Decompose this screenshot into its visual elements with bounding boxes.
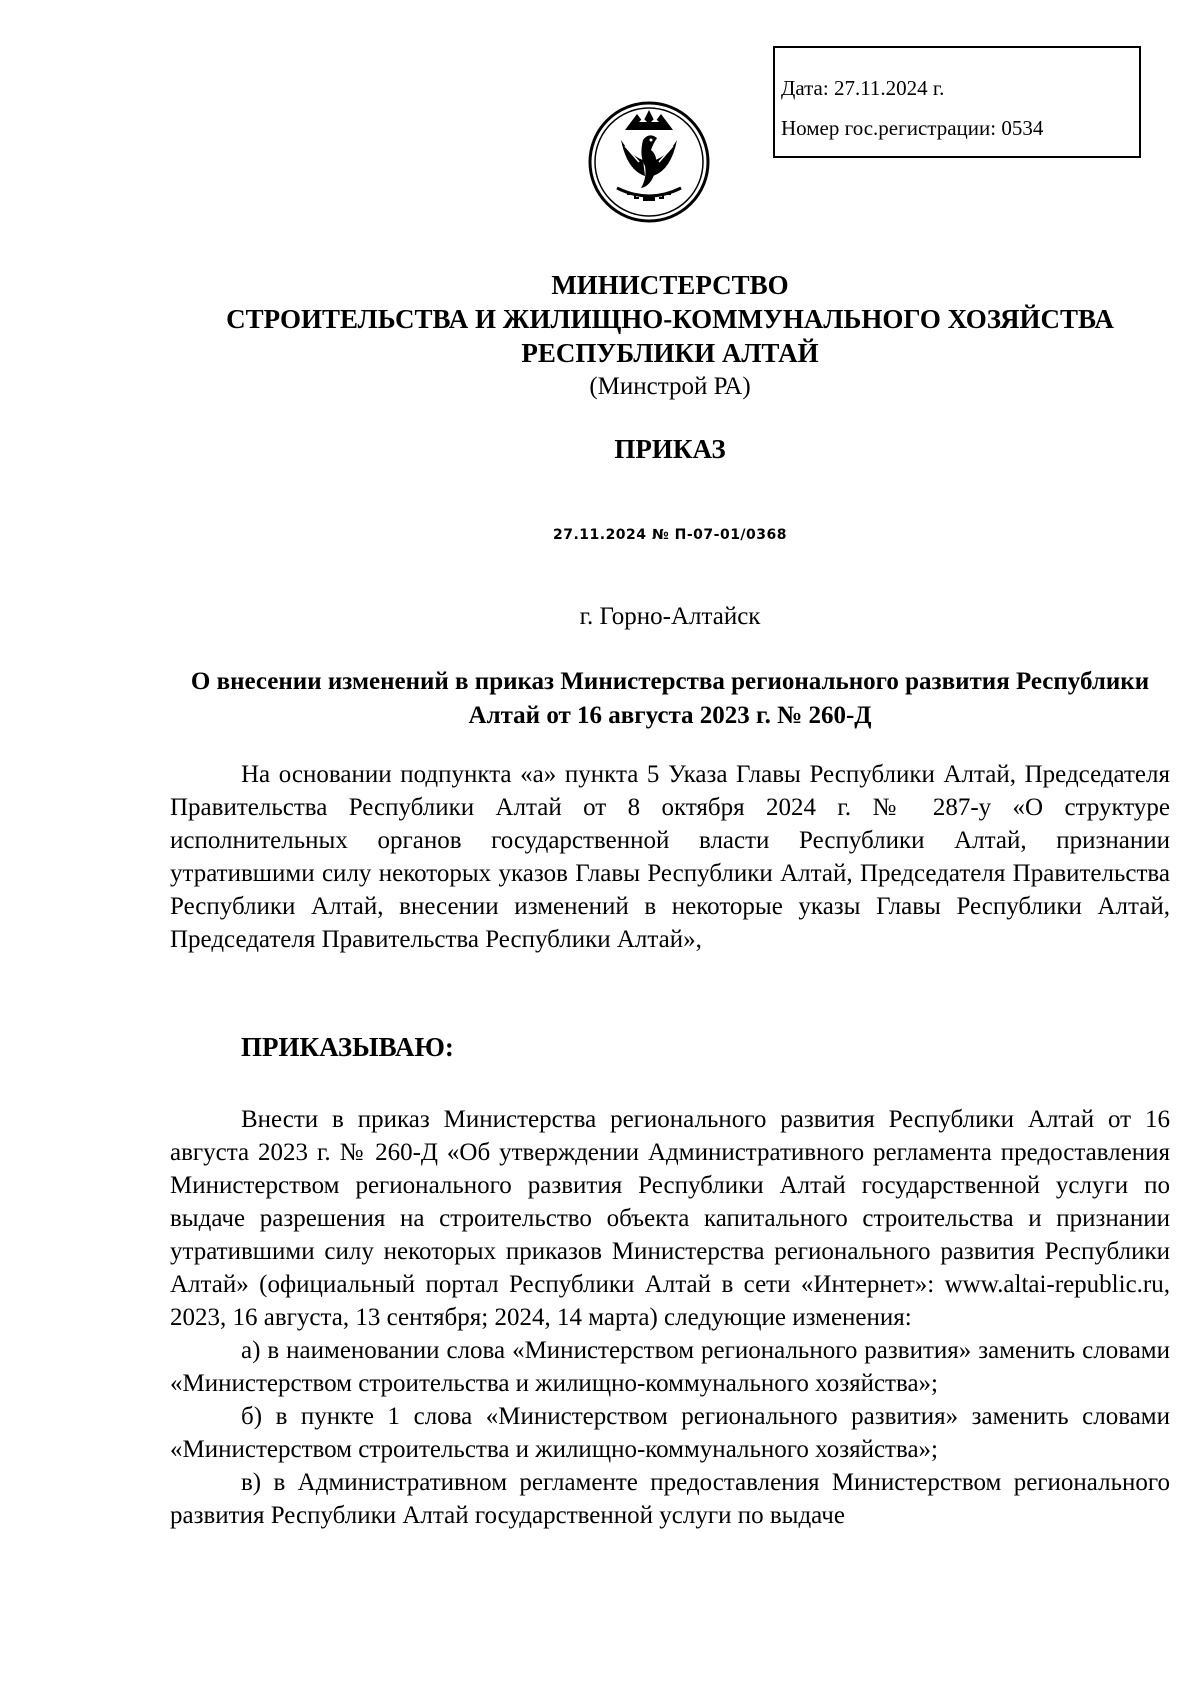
ministry-name-line-3: РЕСПУБЛИКИ АЛТАЙ (521, 338, 819, 368)
registration-number-label: Номер гос.регистрации: (781, 116, 997, 140)
order-body (170, 1103, 1170, 1532)
document-number: 27.11.2024 № П-07-01/0368 (552, 527, 788, 543)
ministry-name-line-2: СТРОИТЕЛЬСТВА И ЖИЛИЩНО-КОММУНАЛЬНОГО ХОЗЯЙСТВА (226, 304, 1114, 334)
order-paragraph-c: в) в Административном регламенте предоставления Министерством регионального развития Республики Алтай государственной услуги по выдаче (170, 1469, 1170, 1529)
republic-altai-coat-of-arms-icon (587, 100, 711, 224)
order-word: ПРИКАЗЫВАЮ: (241, 1032, 454, 1062)
ministry-name-line-1: МИНИСТЕРСТВО (551, 270, 789, 300)
preamble-paragraph: На основании подпункта «а» пункта 5 Указа Главы Республики Алтай, Председателя Правительства Республики Алтай от 8 октября 2024 г. № 287-у «О структуре исполнительных органов государственной власти Республики Алтай, признании утратившими силу некоторых указов Главы Республики Алтай, Председателя Правительства Республики Алтай, внесении изменений в некоторые указы Главы Республики Алтай, Председателя Правительства Республики Алтай», (170, 761, 1170, 953)
order-paragraph-main: Внести в приказ Министерства регионального развития Республики Алтай от 16 августа 2023 г. № 260-Д «Об утверждении Административного регламента предоставления Министерством регионального развития Республики Алтай государственной услуги по выдаче разрешения на строительство объекта капитального строительства и признании утратившими силу некоторых приказов Министерства регионального развития Республики Алтай» (официальный портал Республики Алтай в сети «Интернет»: www.altai-republic.ru, 2023, 16 августа, 13 сентября; 2024, 14 марта) следующие изменения: (170, 1106, 1170, 1331)
ministry-short-name: (Минстрой РА) (589, 373, 751, 400)
registration-stamp (773, 46, 1141, 158)
registration-number-value: 0534 (1001, 116, 1044, 140)
registration-number (781, 108, 1139, 148)
registration-date-value: 27.11.2024 г. (833, 76, 945, 100)
registration-date-label: Дата: (781, 76, 829, 100)
order-paragraph-b: б) в пункте 1 слова «Министерством регионального развития» заменить словами «Министерством строительства и жилищно-коммунального хозяйства»; (170, 1403, 1170, 1463)
preamble-block (170, 758, 1170, 956)
ministry-header (0, 268, 1200, 404)
document-subject: О внесении изменений в приказ Министерства регионального развития Республики Алтай от 16 августа 2023 г. № 260-Д (190, 668, 1150, 729)
order-paragraph-a: а) в наименовании слова «Министерством регионального развития» заменить словами «Министерством строительства и жилищно-коммунального хозяйства»; (170, 1337, 1170, 1397)
registration-date (781, 68, 1139, 108)
document-type: ПРИКАЗ (614, 434, 726, 464)
city: г. Горно-Алтайск (579, 603, 761, 630)
